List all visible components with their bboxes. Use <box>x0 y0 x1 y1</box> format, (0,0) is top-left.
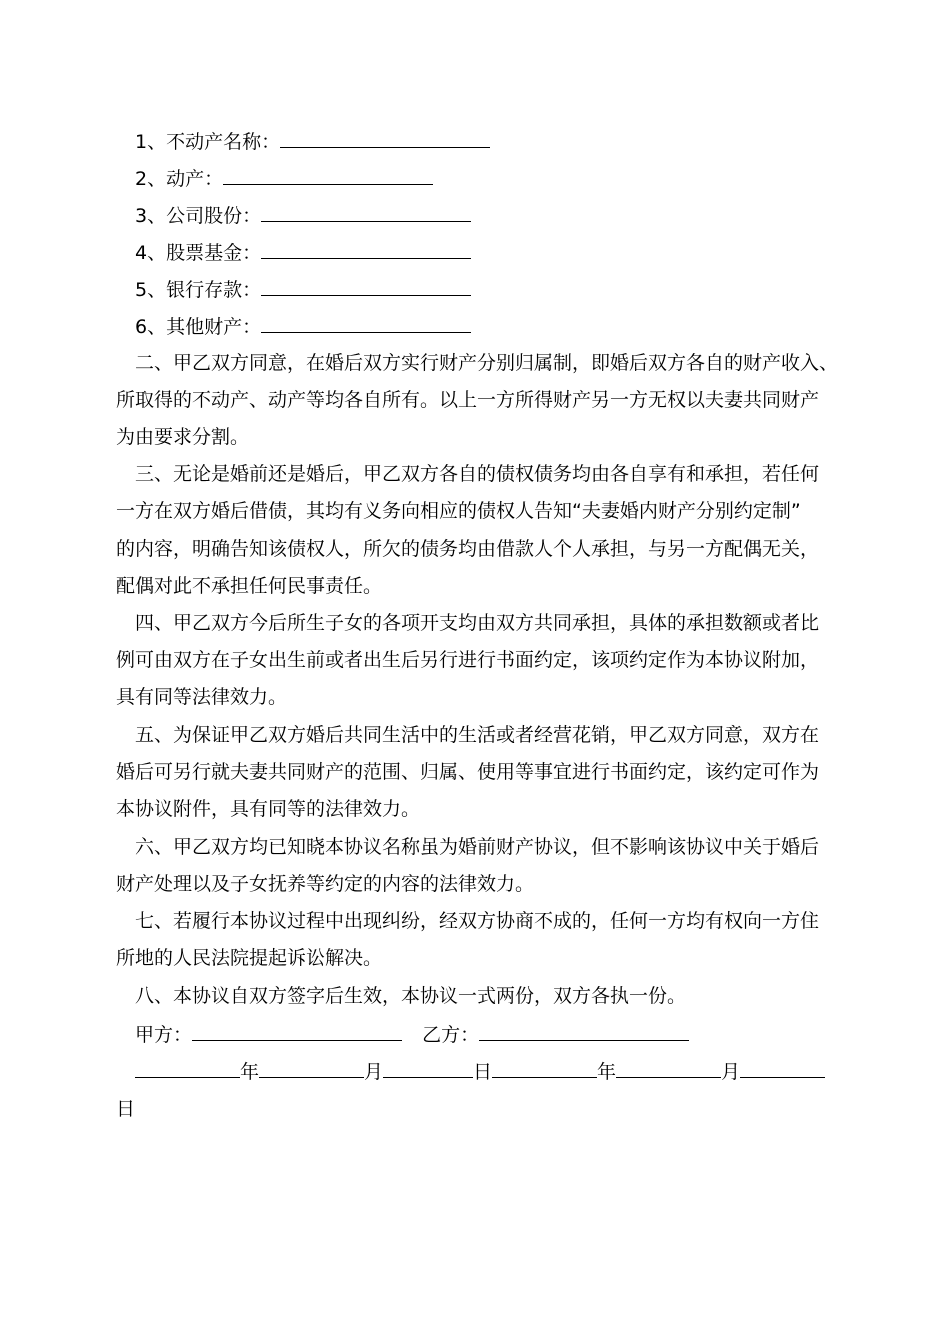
date-a-day-blank[interactable] <box>383 1058 473 1078</box>
asset-item-deposits <box>135 276 865 303</box>
clause-5-line-1: 五、为保证甲乙双方婚后共同生活中的生活或者经营花销，甲乙双方同意，双方在 <box>135 724 820 746</box>
date-a-year-blank[interactable] <box>135 1058 240 1078</box>
clause-7-line-1: 七、若履行本协议过程中出现纠纷，经双方协商不成的，任何一方均有权向一方住 <box>135 910 820 932</box>
fill-blank[interactable] <box>223 165 433 185</box>
clause-4-line-2: 例可由双方在子女出生前或者出生后另行进行书面约定，该项约定作为本协议附加， <box>116 649 820 671</box>
clause-3-line-3: 的内容，明确告知该债权人，所欠的债务均由借款人个人承担，与另一方配偶无关， <box>116 538 820 560</box>
date-b-year-blank[interactable] <box>492 1058 597 1078</box>
party-a-label: 甲方： <box>135 1024 193 1046</box>
clause-3-line-1: 三、无论是婚前还是婚后，甲乙双方各自的债权债务均由各自享有和承担，若任何 <box>135 463 820 485</box>
asset-item-shares <box>135 202 865 229</box>
signature-dates <box>135 1058 845 1085</box>
fill-blank[interactable] <box>280 128 490 148</box>
date-a-month-blank[interactable] <box>259 1058 364 1078</box>
fill-blank[interactable] <box>261 202 471 222</box>
clause-6-line-1: 六、甲乙双方均已知晓本协议名称虽为婚前财产协议，但不影响该协议中关于婚后 <box>135 836 820 858</box>
clause-2-line-3: 为由要求分割。 <box>116 426 250 448</box>
clause-3-line-2: 一方在双方婚后借债，其均有义务向相应的债权人告知“夫妻婚内财产分别约定制” <box>116 500 801 522</box>
party-b-label: 乙方： <box>422 1024 480 1046</box>
date-b-day-label: 日 <box>116 1098 136 1120</box>
asset-label: 1、不动产名称： <box>135 131 281 153</box>
asset-item-other <box>135 313 865 340</box>
fill-blank[interactable] <box>261 313 471 333</box>
date-a-year-label: 年 <box>240 1061 260 1083</box>
asset-label: 6、其他财产： <box>135 316 262 338</box>
date-b-year-label: 年 <box>597 1061 617 1083</box>
asset-label: 4、股票基金： <box>135 242 262 264</box>
clause-2-line-2: 所取得的不动产、动产等均各自所有。以上一方所得财产另一方无权以夫妻共同财产 <box>116 389 820 411</box>
date-b-month-label: 月 <box>721 1061 741 1083</box>
clause-7-line-2: 所地的人民法院提起诉讼解决。 <box>116 947 383 969</box>
fill-blank[interactable] <box>261 239 471 259</box>
asset-item-real-estate <box>135 128 865 155</box>
clause-6-line-2: 财产处理以及子女抚养等约定的内容的法律效力。 <box>116 873 535 895</box>
date-a-month-label: 月 <box>364 1061 384 1083</box>
clause-4-line-1: 四、甲乙双方今后所生子女的各项开支均由双方共同承担，具体的承担数额或者比 <box>135 612 820 634</box>
asset-label: 3、公司股份： <box>135 205 262 227</box>
clause-8-line-1: 八、本协议自双方签字后生效，本协议一式两份，双方各执一份。 <box>135 985 687 1007</box>
asset-label: 5、银行存款： <box>135 279 262 301</box>
party-b-signature-blank[interactable] <box>479 1021 689 1041</box>
fill-blank[interactable] <box>261 276 471 296</box>
date-b-month-blank[interactable] <box>616 1058 721 1078</box>
signature-parties <box>135 1021 865 1048</box>
date-a-day-label: 日 <box>473 1061 493 1083</box>
clause-4-line-3: 具有同等法律效力。 <box>116 686 288 708</box>
asset-label: 2、动产： <box>135 168 224 190</box>
clause-2-line-1: 二、甲乙双方同意，在婚后双方实行财产分别归属制，即婚后双方各自的财产收入、 <box>135 352 839 374</box>
asset-item-movable <box>135 165 865 192</box>
clause-5-line-2: 婚后可另行就夫妻共同财产的范围、归属、使用等事宜进行书面约定，该约定可作为 <box>116 761 820 783</box>
asset-item-funds <box>135 239 865 266</box>
clause-3-line-4: 配偶对此不承担任何民事责任。 <box>116 575 383 597</box>
clause-5-line-3: 本协议附件，具有同等的法律效力。 <box>116 798 421 820</box>
date-b-day-blank[interactable] <box>740 1058 825 1078</box>
party-a-signature-blank[interactable] <box>192 1021 402 1041</box>
